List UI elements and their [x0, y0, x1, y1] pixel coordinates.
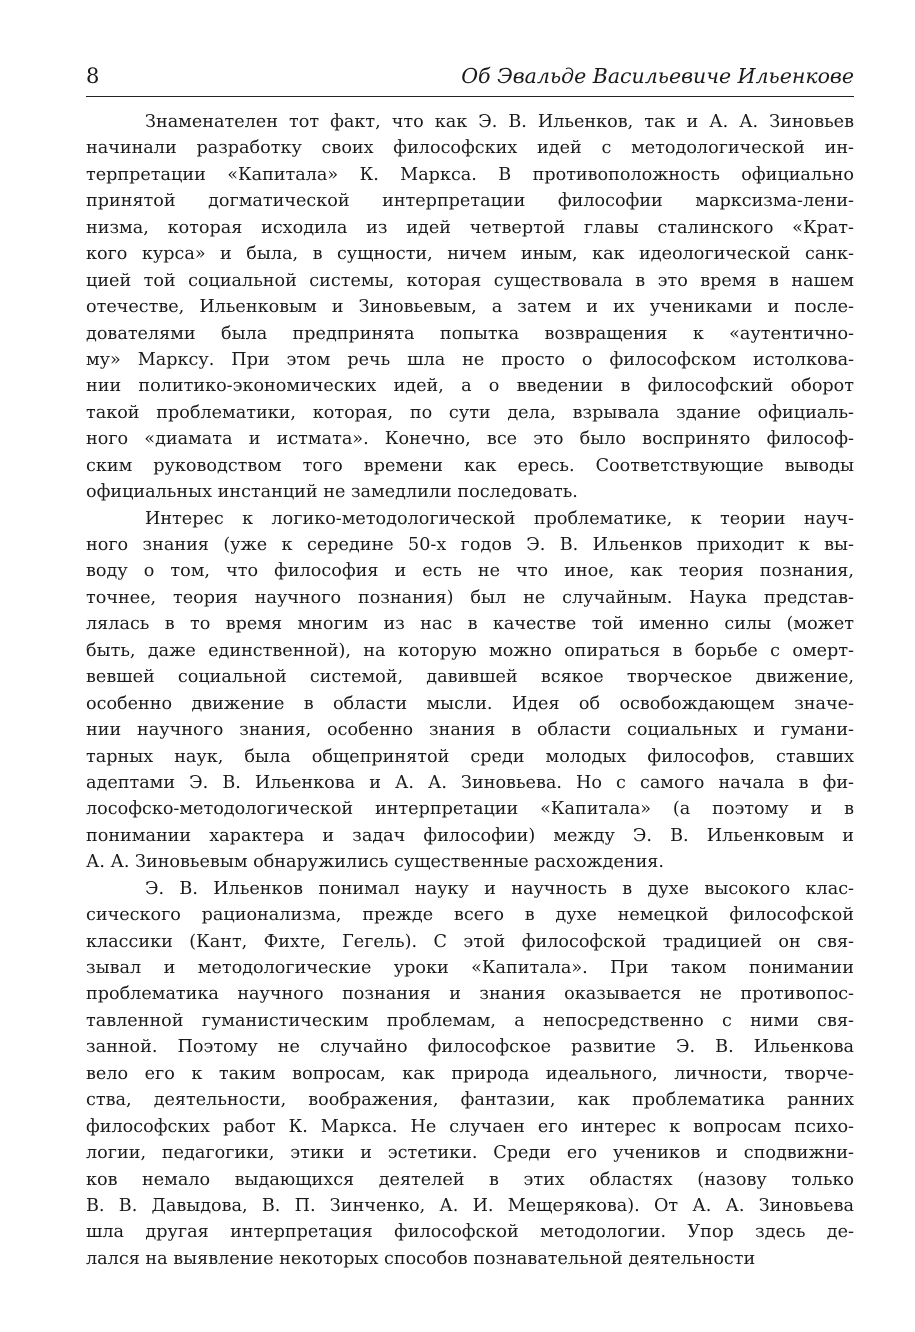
text-line: шла другая интерпретация философской методологии. Упор здесь де-	[86, 1222, 854, 1243]
text-line: Э. В. Ильенков понимал науку и научность в духе высокого клас-	[145, 878, 854, 899]
paragraph	[86, 876, 854, 1273]
text-line: ства, деятельности, воображения, фантазии, как проблематика ранних	[86, 1090, 854, 1111]
text-line: вевшей социальной системой, давившей всякое творческое движение,	[86, 667, 854, 688]
text-line: нии научного знания, особенно знания в области социальных и гумани-	[86, 720, 854, 741]
text-line: проблематика научного познания и знания оказывается не противопос-	[86, 984, 854, 1005]
text-line: ного знания (уже к середине 50-х годов Э. В. Ильенков приходит к вы-	[86, 535, 854, 555]
paragraph	[86, 506, 854, 876]
text-line: терпретации «Капитала» К. Маркса. В противоположность официально	[86, 164, 854, 185]
text-line: лософско-методологической интерпретации «Капитала» (а поэтому и в	[86, 799, 854, 820]
text-line: тарных наук, была общепринятой среди молодых философов, ставших	[86, 746, 854, 767]
text-line: нии политико-экономических идей, а о введении в философский оборот	[86, 376, 854, 397]
text-line: вело его к таким вопросам, как природа идеального, личности, творче-	[86, 1063, 854, 1084]
text-line: лался на выявление некоторых способов познавательной деятельности	[86, 1248, 756, 1269]
text-line: начинали разработку своих философских идей с методологической ин-	[86, 138, 854, 159]
text-line: му» Марксу. При этом речь шла не просто о философском истолкова-	[86, 349, 854, 370]
text-line: лялась в то время многим из нас в качестве той именно силы (может	[86, 614, 854, 635]
text-line: А. А. Зиновьевым обнаружились существенные расхождения.	[86, 852, 664, 873]
text-line: быть, даже единственной), на которую можно опираться в борьбе с омерт-	[86, 640, 854, 661]
text-line: ков немало выдающихся деятелей в этих областях (назову только	[86, 1169, 854, 1190]
running-header	[86, 60, 854, 97]
text-line: такой проблематики, которая, по сути дела, взрывала здание официаль-	[86, 402, 854, 423]
text-line: цией той социальной системы, которая существовала в это время в нашем	[86, 270, 854, 291]
text-line: тавленной гуманистическим проблемам, а непосредственно с ними свя-	[86, 1010, 854, 1031]
text-line: философских работ К. Маркса. Не случаен его интерес к вопросам психо-	[86, 1116, 854, 1137]
book-page	[86, 60, 854, 1272]
text-line: понимании характера и задач философии) между Э. В. Ильенковым и	[86, 825, 854, 846]
text-line: ским руководством того времени как ересь. Соответствующие выводы	[86, 455, 854, 476]
text-line: Интерес к логико-методологической проблематике, к теории науч-	[145, 508, 854, 529]
text-line: В. В. Давыдова, В. П. Зинченко, А. И. Мещерякова). От А. А. Зиновьева	[86, 1195, 854, 1216]
text-line: логии, педагогики, этики и эстетики. Среди его учеников и сподвижни-	[86, 1143, 854, 1164]
text-line: зывал и методологические уроки «Капитала». При таком понимании	[86, 958, 854, 978]
text-line: адептами Э. В. Ильенкова и А. А. Зиновьева. Но с самого начала в фи-	[86, 772, 854, 793]
page-number: 8	[86, 64, 100, 88]
text-line: воду о том, что философия и есть не что иное, как теория познания,	[86, 561, 854, 582]
text-line: кого курса» и была, в сущности, ничем иным, как идеологической санк-	[86, 244, 854, 265]
text-line: классики (Кант, Фихте, Гегель). С этой философской традицией он свя-	[86, 931, 854, 952]
running-header-title: Об Эвальде Васильевиче Ильенкове	[461, 64, 854, 88]
text-line: Знаменателен тот факт, что как Э. В. Ильенков, так и А. А. Зиновьев	[145, 112, 854, 132]
text-line: особенно движение в области мысли. Идея об освобождающем значе-	[86, 693, 854, 714]
paragraph	[86, 109, 854, 506]
text-line: дователями была предпринята попытка возвращения к «аутентично-	[86, 323, 854, 344]
text-line: официальных инстанций не замедлили последовать.	[86, 482, 578, 503]
body-text	[86, 109, 854, 1272]
text-line: сического рационализма, прежде всего в духе немецкой философской	[86, 905, 854, 926]
text-line: принятой догматической интерпретации философии марксизма-лени-	[86, 191, 854, 212]
text-line: точнее, теория научного познания) был не случайным. Наука представ-	[86, 587, 854, 608]
text-line: ного «диамата и истмата». Конечно, все это было воспринято философ-	[86, 429, 854, 450]
text-line: низма, которая исходила из идей четвертой главы сталинского «Крат-	[86, 217, 854, 238]
text-line: занной. Поэтому не случайно философское развитие Э. В. Ильенкова	[86, 1037, 854, 1058]
text-line: отечестве, Ильенковым и Зиновьевым, а затем и их учениками и после-	[86, 297, 854, 318]
